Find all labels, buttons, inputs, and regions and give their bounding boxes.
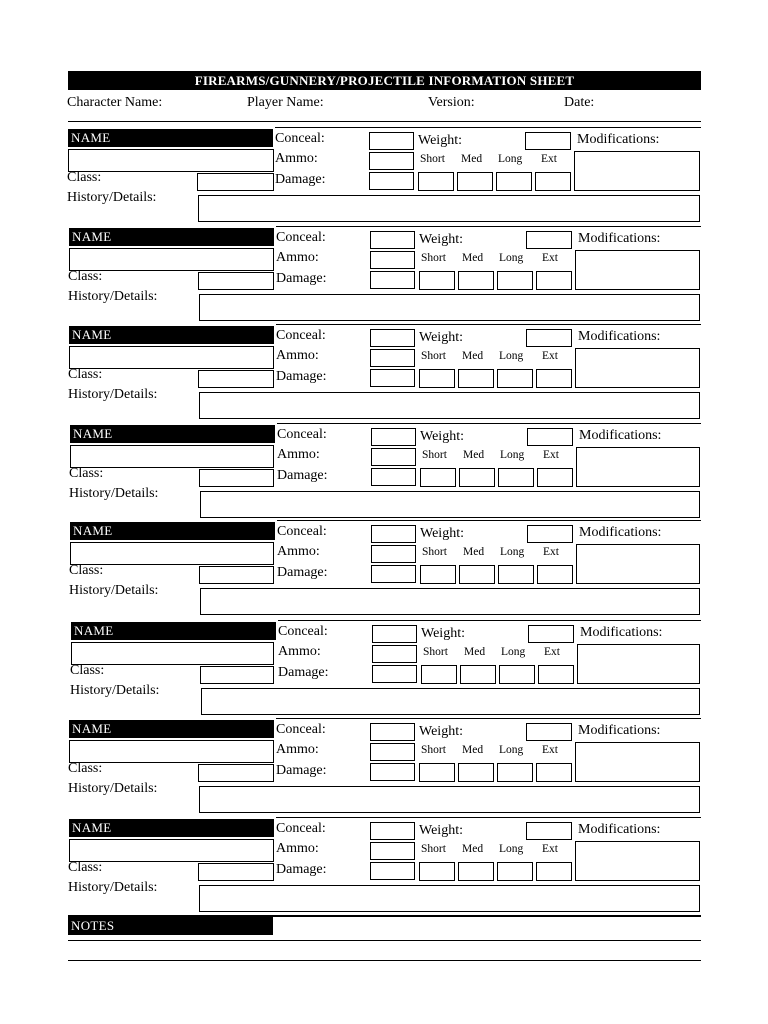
class-label: Class: (67, 170, 102, 185)
range-label-short: Short (421, 843, 446, 855)
modifications-field[interactable] (576, 544, 700, 584)
modifications-label: Modifications: (578, 822, 661, 837)
range-field-ext[interactable] (536, 763, 572, 782)
name-header: NAME (69, 720, 274, 738)
history-field[interactable] (199, 786, 700, 813)
damage-field[interactable] (371, 565, 416, 583)
conceal-field[interactable] (370, 329, 415, 347)
class-field[interactable] (199, 469, 274, 487)
version-label: Version: (428, 95, 475, 110)
weapon-entry (0, 425, 768, 524)
history-field[interactable] (200, 588, 700, 615)
range-label-med: Med (462, 350, 484, 362)
ammo-label: Ammo: (277, 447, 320, 462)
range-label-ext: Ext (542, 252, 558, 264)
weight-label: Weight: (420, 526, 464, 541)
weapon-name-field[interactable] (68, 149, 274, 172)
weapon-name-field[interactable] (71, 642, 274, 665)
modifications-label: Modifications: (577, 132, 660, 147)
range-field-short[interactable] (421, 665, 457, 684)
weight-label: Weight: (419, 724, 463, 739)
weight-field[interactable] (525, 132, 571, 150)
header-underline (68, 121, 701, 122)
history-field[interactable] (199, 885, 700, 912)
modifications-field[interactable] (575, 841, 700, 881)
weapon-name-field[interactable] (69, 346, 274, 369)
class-label: Class: (69, 466, 104, 481)
class-label: Class: (68, 269, 103, 284)
modifications-field[interactable] (574, 151, 700, 191)
range-field-long[interactable] (499, 665, 535, 684)
sheet-title: FIREARMS/GUNNERY/PROJECTILE INFORMATION SHEET (68, 71, 701, 90)
range-label-long: Long (499, 744, 524, 756)
class-field[interactable] (198, 863, 274, 881)
damage-field[interactable] (370, 271, 415, 289)
damage-label: Damage: (276, 271, 327, 286)
conceal-label: Conceal: (276, 821, 326, 836)
modifications-field[interactable] (575, 742, 700, 782)
conceal-field[interactable] (370, 822, 415, 840)
range-label-short: Short (423, 646, 448, 658)
range-field-long[interactable] (498, 468, 534, 487)
damage-label: Damage: (276, 369, 327, 384)
history-label: History/Details: (68, 781, 158, 796)
range-field-short[interactable] (419, 271, 455, 290)
history-label: History/Details: (70, 683, 160, 698)
entry-top-rule (276, 324, 701, 325)
name-header: NAME (69, 819, 274, 837)
range-field-short[interactable] (420, 468, 456, 487)
range-field-med[interactable] (458, 369, 494, 388)
range-field-short[interactable] (420, 565, 456, 584)
range-label-short: Short (422, 449, 447, 461)
conceal-field[interactable] (371, 428, 416, 446)
range-field-long[interactable] (497, 271, 533, 290)
weight-label: Weight: (419, 232, 463, 247)
range-field-ext[interactable] (536, 271, 572, 290)
ammo-field[interactable] (372, 645, 417, 663)
ammo-field[interactable] (370, 349, 415, 367)
name-header: NAME (70, 522, 275, 540)
history-label: History/Details: (68, 289, 158, 304)
range-field-long[interactable] (496, 172, 532, 191)
damage-label: Damage: (275, 172, 326, 187)
weapon-name-field[interactable] (70, 542, 274, 565)
history-field[interactable] (201, 688, 700, 715)
player-name-label: Player Name: (247, 95, 324, 110)
weapon-name-field[interactable] (69, 839, 274, 862)
weight-field[interactable] (527, 525, 573, 543)
conceal-label: Conceal: (275, 131, 325, 146)
class-field[interactable] (200, 666, 274, 684)
class-field[interactable] (197, 173, 274, 191)
range-field-ext[interactable] (536, 369, 572, 388)
conceal-label: Conceal: (276, 722, 326, 737)
history-label: History/Details: (69, 486, 159, 501)
class-label: Class: (68, 761, 103, 776)
class-field[interactable] (198, 272, 274, 290)
weight-field[interactable] (526, 723, 572, 741)
damage-field[interactable] (370, 369, 415, 387)
range-field-med[interactable] (460, 665, 496, 684)
conceal-label: Conceal: (278, 624, 328, 639)
modifications-field[interactable] (575, 250, 700, 290)
damage-field[interactable] (371, 468, 416, 486)
weight-label: Weight: (418, 133, 462, 148)
range-label-long: Long (500, 449, 525, 461)
weight-field[interactable] (528, 625, 574, 643)
conceal-label: Conceal: (277, 427, 327, 442)
modifications-label: Modifications: (578, 231, 661, 246)
damage-label: Damage: (277, 468, 328, 483)
damage-field[interactable] (369, 172, 414, 190)
weight-label: Weight: (420, 429, 464, 444)
range-label-short: Short (421, 744, 446, 756)
range-label-long: Long (498, 153, 523, 165)
conceal-field[interactable] (369, 132, 414, 150)
conceal-field[interactable] (371, 525, 416, 543)
range-label-ext: Ext (544, 646, 560, 658)
entry-top-rule (276, 718, 701, 719)
weapon-entry (0, 720, 768, 819)
range-label-ext: Ext (541, 153, 557, 165)
range-field-short[interactable] (419, 369, 455, 388)
ammo-label: Ammo: (277, 544, 320, 559)
ammo-field[interactable] (370, 842, 415, 860)
ammo-field[interactable] (371, 448, 416, 466)
class-field[interactable] (199, 566, 274, 584)
name-header: NAME (69, 228, 274, 246)
entry-top-rule (276, 817, 701, 818)
conceal-label: Conceal: (277, 524, 327, 539)
modifications-field[interactable] (575, 348, 700, 388)
weapon-entry (0, 819, 768, 918)
class-field[interactable] (198, 370, 274, 388)
range-label-ext: Ext (542, 350, 558, 362)
name-header: NAME (68, 129, 273, 147)
range-label-med: Med (462, 744, 484, 756)
conceal-field[interactable] (370, 723, 415, 741)
history-field[interactable] (199, 392, 700, 419)
range-label-short: Short (420, 153, 445, 165)
ammo-label: Ammo: (276, 841, 319, 856)
range-field-long[interactable] (498, 565, 534, 584)
range-field-long[interactable] (497, 763, 533, 782)
range-label-ext: Ext (542, 744, 558, 756)
range-field-short[interactable] (418, 172, 454, 191)
range-field-ext[interactable] (537, 565, 573, 584)
history-field[interactable] (199, 294, 700, 321)
weight-field[interactable] (526, 822, 572, 840)
range-field-ext[interactable] (535, 172, 571, 191)
entry-top-rule (276, 226, 701, 227)
range-field-med[interactable] (459, 468, 495, 487)
weight-field[interactable] (526, 231, 572, 249)
range-field-med[interactable] (458, 763, 494, 782)
range-label-long: Long (500, 546, 525, 558)
damage-field[interactable] (370, 763, 415, 781)
range-label-med: Med (463, 546, 485, 558)
weapon-name-field[interactable] (70, 445, 274, 468)
damage-label: Damage: (278, 665, 329, 680)
range-label-short: Short (422, 546, 447, 558)
range-label-long: Long (499, 252, 524, 264)
entry-top-rule (278, 620, 701, 621)
weight-label: Weight: (419, 330, 463, 345)
name-header: NAME (69, 326, 274, 344)
range-field-med[interactable] (458, 862, 494, 881)
notes-line-1[interactable] (68, 940, 701, 941)
modifications-label: Modifications: (578, 723, 661, 738)
ammo-label: Ammo: (276, 742, 319, 757)
class-label: Class: (70, 663, 105, 678)
ammo-field[interactable] (370, 743, 415, 761)
notes-header: NOTES (68, 917, 273, 935)
history-label: History/Details: (69, 583, 159, 598)
range-label-med: Med (462, 843, 484, 855)
modifications-label: Modifications: (579, 428, 662, 443)
modifications-label: Modifications: (578, 329, 661, 344)
class-label: Class: (68, 860, 103, 875)
history-label: History/Details: (67, 190, 157, 205)
range-field-long[interactable] (497, 369, 533, 388)
range-field-ext[interactable] (538, 665, 574, 684)
damage-label: Damage: (276, 862, 327, 877)
ammo-field[interactable] (371, 545, 416, 563)
weapon-entry (0, 622, 768, 721)
modifications-label: Modifications: (580, 625, 663, 640)
conceal-field[interactable] (372, 625, 417, 643)
name-header: NAME (71, 622, 276, 640)
range-field-short[interactable] (419, 763, 455, 782)
weight-label: Weight: (421, 626, 465, 641)
range-label-ext: Ext (543, 449, 559, 461)
damage-field[interactable] (372, 665, 417, 683)
class-label: Class: (68, 367, 103, 382)
weapon-entry (0, 228, 768, 327)
history-label: History/Details: (68, 880, 158, 895)
ammo-field[interactable] (369, 152, 414, 170)
date-label: Date: (564, 95, 595, 110)
range-label-ext: Ext (542, 843, 558, 855)
modifications-label: Modifications: (579, 525, 662, 540)
damage-label: Damage: (276, 763, 327, 778)
conceal-field[interactable] (370, 231, 415, 249)
weapon-entry (0, 522, 768, 621)
range-label-med: Med (463, 449, 485, 461)
range-field-long[interactable] (497, 862, 533, 881)
weight-label: Weight: (419, 823, 463, 838)
character-name-label: Character Name: (67, 95, 163, 110)
range-field-ext[interactable] (537, 468, 573, 487)
range-label-long: Long (499, 350, 524, 362)
history-label: History/Details: (68, 387, 158, 402)
class-label: Class: (69, 563, 104, 578)
entry-top-rule (277, 520, 701, 521)
ammo-label: Ammo: (275, 151, 318, 166)
weapon-entry (0, 129, 768, 228)
range-label-long: Long (501, 646, 526, 658)
ammo-label: Ammo: (276, 348, 319, 363)
ammo-field[interactable] (370, 251, 415, 269)
ammo-label: Ammo: (276, 250, 319, 265)
weapon-name-field[interactable] (69, 740, 274, 763)
name-header: NAME (70, 425, 275, 443)
weight-field[interactable] (527, 428, 573, 446)
weapon-entry (0, 326, 768, 425)
class-field[interactable] (198, 764, 274, 782)
range-label-med: Med (462, 252, 484, 264)
entry-top-rule (275, 127, 701, 128)
range-label-short: Short (421, 252, 446, 264)
range-field-med[interactable] (459, 565, 495, 584)
range-label-med: Med (461, 153, 483, 165)
entry-top-rule (277, 423, 701, 424)
history-field[interactable] (200, 491, 700, 518)
range-label-ext: Ext (543, 546, 559, 558)
ammo-label: Ammo: (278, 644, 321, 659)
weight-field[interactable] (526, 329, 572, 347)
range-field-short[interactable] (419, 862, 455, 881)
range-label-long: Long (499, 843, 524, 855)
conceal-label: Conceal: (276, 328, 326, 343)
damage-field[interactable] (370, 862, 415, 880)
range-field-med[interactable] (458, 271, 494, 290)
modifications-field[interactable] (576, 447, 700, 487)
range-field-ext[interactable] (536, 862, 572, 881)
range-field-med[interactable] (457, 172, 493, 191)
modifications-field[interactable] (577, 644, 700, 684)
history-field[interactable] (198, 195, 700, 222)
weapon-name-field[interactable] (69, 248, 274, 271)
notes-line-2[interactable] (68, 960, 701, 961)
range-label-short: Short (421, 350, 446, 362)
damage-label: Damage: (277, 565, 328, 580)
conceal-label: Conceal: (276, 230, 326, 245)
range-label-med: Med (464, 646, 486, 658)
